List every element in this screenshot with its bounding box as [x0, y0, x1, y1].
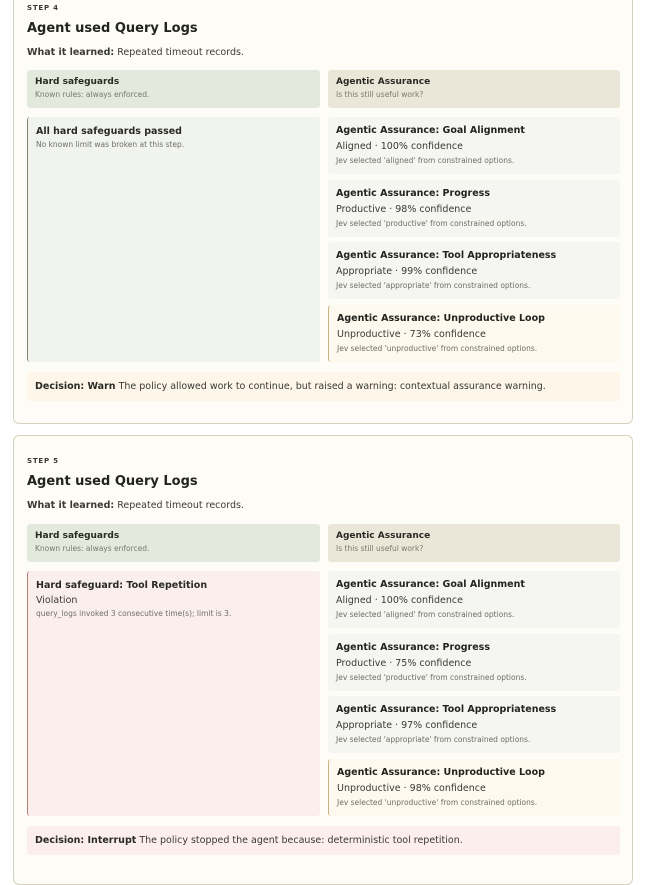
step-label: STEP 5: [27, 457, 59, 465]
learned-text: Repeated timeout records.: [117, 47, 244, 58]
check-note: Jev selected 'appropriate' from constrained options.: [336, 281, 531, 290]
step-card: [13, 435, 633, 885]
assurance-header: [328, 524, 620, 562]
assurance-check-tool-appropriateness: [328, 242, 620, 299]
hard-result-detail: No known limit was broken at this step.: [36, 140, 185, 149]
hard-result-title: Hard safeguard: Tool Repetition: [36, 580, 208, 591]
decision-text: The policy allowed work to continue, but raised a warning: contextual assurance warning.: [118, 381, 546, 392]
step-title: Agent used Query Logs: [27, 21, 198, 36]
learned-label: What it learned:: [27, 47, 115, 58]
decision-label: Decision: Warn: [35, 381, 116, 392]
assurance-check-progress: [328, 180, 620, 237]
check-value: Unproductive · 73% confidence: [337, 329, 486, 340]
check-value: Aligned · 100% confidence: [336, 141, 463, 152]
check-value: Productive · 75% confidence: [336, 658, 472, 669]
step-label: STEP 4: [27, 4, 59, 12]
check-note: Jev selected 'productive' from constrained options.: [336, 673, 527, 682]
hard-safeguards-header: [27, 70, 320, 108]
check-title: Agentic Assurance: Progress: [336, 188, 490, 199]
hard-safeguards-subtitle: Known rules: always enforced.: [35, 544, 150, 553]
check-title: Agentic Assurance: Progress: [336, 642, 490, 653]
assurance-check-unproductive-loop: [328, 305, 620, 362]
assurance-check-goal-alignment: [328, 571, 620, 628]
step-title: Agent used Query Logs: [27, 474, 198, 489]
assurance-header: [328, 70, 620, 108]
hard-result-status: Violation: [36, 595, 78, 606]
learned-line: [27, 500, 244, 511]
assurance-check-progress: [328, 634, 620, 691]
step-card: [13, 0, 633, 424]
check-note: Jev selected 'aligned' from constrained options.: [336, 610, 515, 619]
check-note: Jev selected 'unproductive' from constrained options.: [337, 798, 538, 807]
decision-label: Decision: Interrupt: [35, 835, 137, 846]
check-title: Agentic Assurance: Tool Appropriateness: [336, 704, 557, 715]
check-title: Agentic Assurance: Tool Appropriateness: [336, 250, 557, 261]
assurance-check-goal-alignment: [328, 117, 620, 174]
hard-safeguards-subtitle: Known rules: always enforced.: [35, 90, 150, 99]
hard-result-detail: query_logs invoked 3 consecutive time(s); limit is 3.: [36, 609, 232, 618]
check-title: Agentic Assurance: Goal Alignment: [336, 125, 525, 136]
check-value: Unproductive · 98% confidence: [337, 783, 486, 794]
assurance-check-tool-appropriateness: [328, 696, 620, 753]
check-title: Agentic Assurance: Unproductive Loop: [337, 313, 545, 324]
check-title: Agentic Assurance: Unproductive Loop: [337, 767, 545, 778]
assurance-title: Agentic Assurance: [336, 531, 431, 541]
hard-safeguard-result: [27, 117, 320, 362]
check-note: Jev selected 'unproductive' from constrained options.: [337, 344, 538, 353]
check-note: Jev selected 'appropriate' from constrained options.: [336, 735, 531, 744]
learned-text: Repeated timeout records.: [117, 500, 244, 511]
decision-banner: [27, 826, 620, 855]
decision-banner: [27, 372, 620, 401]
decision-text: The policy stopped the agent because: deterministic tool repetition.: [139, 835, 463, 846]
check-value: Appropriate · 97% confidence: [336, 720, 478, 731]
assurance-title: Agentic Assurance: [336, 77, 431, 87]
assurance-subtitle: Is this still useful work?: [336, 544, 424, 553]
check-note: Jev selected 'productive' from constrained options.: [336, 219, 527, 228]
check-note: Jev selected 'aligned' from constrained options.: [336, 156, 515, 165]
learned-label: What it learned:: [27, 500, 115, 511]
hard-safeguards-title: Hard safeguards: [35, 77, 120, 87]
check-value: Productive · 98% confidence: [336, 204, 472, 215]
check-title: Agentic Assurance: Goal Alignment: [336, 579, 525, 590]
assurance-subtitle: Is this still useful work?: [336, 90, 424, 99]
hard-safeguard-result: [27, 571, 320, 816]
assurance-check-unproductive-loop: [328, 759, 620, 816]
hard-result-title: All hard safeguards passed: [36, 126, 182, 137]
check-value: Appropriate · 99% confidence: [336, 266, 478, 277]
hard-safeguards-title: Hard safeguards: [35, 531, 120, 541]
check-value: Aligned · 100% confidence: [336, 595, 463, 606]
learned-line: [27, 47, 244, 58]
hard-safeguards-header: [27, 524, 320, 562]
